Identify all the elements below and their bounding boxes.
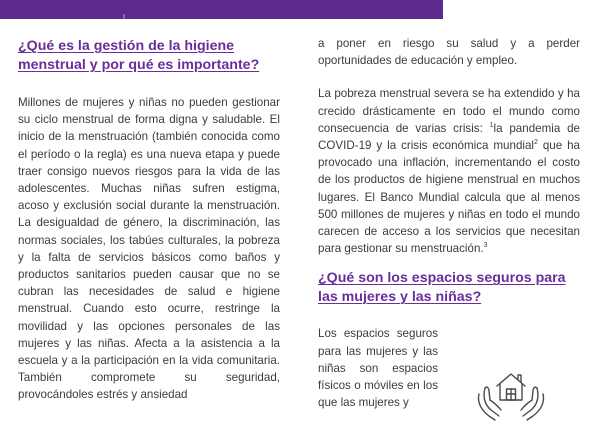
safe-spaces-block: [318, 325, 580, 411]
menstrual-hygiene-paragraph: Millones de mujeres y niñas no pueden gestionar su ciclo menstrual de forma digna y saludable. El inicio de la menstruación (también conocida como el período o la regla) es una nueva etapa y puede traer consigo nuevos riesgos para la vida de las adolescentes. Muchas niñas sufren estigma, acoso y exclusión social durante la menstruación. La desigualdad de género, la discriminación, las normas sociales, los tabúes culturales, la pobreza y la falta de servicios básicos como baños y productos sanitarios pueden causar que no se cubran las necesidades de salud e higiene menstrual. Cuando esto ocurre, restringe la movilidad y las opciones personales de las mujeres y las niñas. Afecta a la asistencia a la escuela y a la participación en la vida comunitaria. También compromete su seguridad, provocándoles estrés y ansiedad: [18, 96, 280, 402]
section-heading-safe-spaces: ¿Qué son los espacios seguros para las mujeres y las niñas?: [318, 270, 566, 306]
house-in-hands-icon-graphic: [461, 360, 561, 420]
section-heading-menstrual-hygiene: ¿Qué es la gestión de la higiene menstrual y por qué es importante?: [18, 38, 260, 73]
continuation-paragraph: a poner en riesgo su salud y a perder oportunidades de educación y empleo.: [318, 37, 580, 68]
period-poverty-text-2: la pandemia de COVID-19 y la crisis económica mundial: [318, 121, 580, 153]
right-column: [318, 30, 580, 411]
banner-tick-mark: [123, 14, 125, 19]
footnote-ref-2[interactable]: 2: [534, 139, 538, 147]
footnote-ref-1[interactable]: 1: [489, 121, 494, 129]
top-banner: [0, 0, 443, 19]
house-in-hands-icon: [461, 360, 561, 420]
period-poverty-text-1: La pobreza menstrual severa se ha extendido y ha crecido drásticamente en todo el mundo como consecuencia de varias crisis:: [318, 87, 580, 135]
safe-spaces-paragraph: Los espacios seguros para las mujeres y las niñas son espacios físicos o móviles en los que las mujeres y: [318, 327, 438, 410]
period-poverty-text-3: que ha provocado una inflación, incrementando el costo de los productos de higiene menstrual en muchos lugares. El Banco Mundial calcula que al menos 500 millones de mujeres y niñas en todo el mundo carecen de acceso a los servicios que necesitan para gestionar su menstruación.: [318, 139, 580, 256]
period-poverty-paragraph: [318, 85, 580, 257]
left-column: [18, 30, 280, 404]
footnote-ref-3[interactable]: 3: [483, 242, 488, 250]
